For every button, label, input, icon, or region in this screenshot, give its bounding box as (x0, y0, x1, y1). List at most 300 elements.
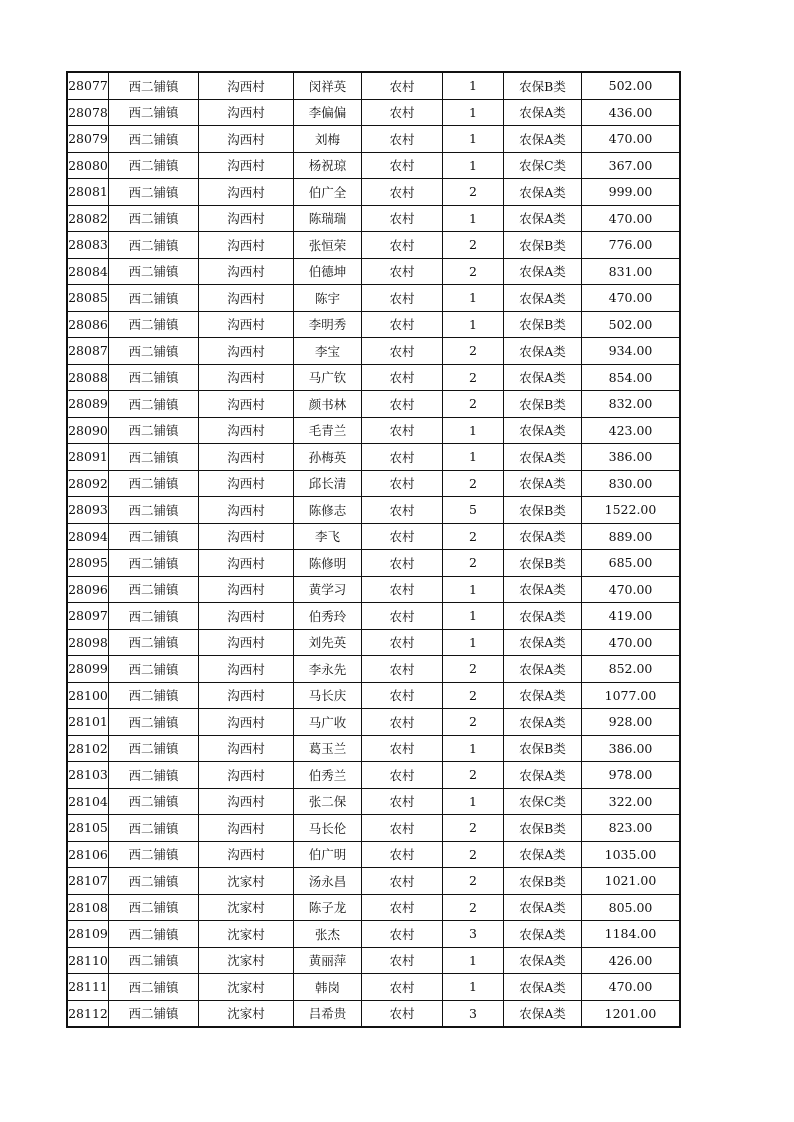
table-row (68, 947, 680, 974)
name-cell: 毛青兰 (294, 417, 362, 444)
town-cell: 西二铺镇 (109, 152, 199, 179)
village-cell: 沟西村 (199, 99, 294, 126)
household-type-cell: 农村 (362, 258, 443, 285)
record-id-cell: 28090 (68, 417, 109, 444)
table-row (68, 417, 680, 444)
village-cell: 沟西村 (199, 470, 294, 497)
record-id-cell: 28087 (68, 338, 109, 365)
table-row (68, 364, 680, 391)
insurance-category-cell: 农保B类 (504, 497, 582, 524)
household-type-cell: 农村 (362, 285, 443, 312)
village-cell: 沈家村 (199, 868, 294, 895)
insurance-category-cell: 农保B类 (504, 232, 582, 259)
name-cell: 李永先 (294, 656, 362, 683)
name-cell: 黄学习 (294, 576, 362, 603)
household-type-cell: 农村 (362, 576, 443, 603)
household-type-cell: 农村 (362, 894, 443, 921)
table-row (68, 682, 680, 709)
village-cell: 沟西村 (199, 73, 294, 100)
amount-cell: 830.00 (582, 470, 680, 497)
town-cell: 西二铺镇 (109, 285, 199, 312)
household-type-cell: 农村 (362, 974, 443, 1001)
insurance-category-cell: 农保A类 (504, 364, 582, 391)
insurance-category-cell: 农保A类 (504, 417, 582, 444)
record-id-cell: 28078 (68, 99, 109, 126)
town-cell: 西二铺镇 (109, 974, 199, 1001)
record-id-cell: 28105 (68, 815, 109, 842)
member-count-cell: 1 (443, 152, 504, 179)
amount-cell: 386.00 (582, 735, 680, 762)
household-type-cell: 农村 (362, 656, 443, 683)
insurance-category-cell: 农保B类 (504, 311, 582, 338)
amount-cell: 502.00 (582, 311, 680, 338)
record-id-cell: 28107 (68, 868, 109, 895)
table-row (68, 232, 680, 259)
town-cell: 西二铺镇 (109, 126, 199, 153)
village-cell: 沟西村 (199, 735, 294, 762)
household-type-cell: 农村 (362, 232, 443, 259)
household-type-cell: 农村 (362, 603, 443, 630)
record-id-cell: 28095 (68, 550, 109, 577)
name-cell: 韩岗 (294, 974, 362, 1001)
table-row (68, 523, 680, 550)
insurance-category-cell: 农保A类 (504, 682, 582, 709)
town-cell: 西二铺镇 (109, 576, 199, 603)
village-cell: 沟西村 (199, 576, 294, 603)
name-cell: 颜书林 (294, 391, 362, 418)
name-cell: 李明秀 (294, 311, 362, 338)
amount-cell: 470.00 (582, 974, 680, 1001)
table-row (68, 126, 680, 153)
table-row (68, 868, 680, 895)
table-row (68, 179, 680, 206)
table-row (68, 470, 680, 497)
amount-cell: 436.00 (582, 99, 680, 126)
name-cell: 陈子龙 (294, 894, 362, 921)
village-cell: 沟西村 (199, 682, 294, 709)
member-count-cell: 1 (443, 311, 504, 338)
town-cell: 西二铺镇 (109, 523, 199, 550)
record-id-cell: 28097 (68, 603, 109, 630)
household-type-cell: 农村 (362, 735, 443, 762)
record-id-cell: 28101 (68, 709, 109, 736)
member-count-cell: 1 (443, 417, 504, 444)
table-row (68, 815, 680, 842)
town-cell: 西二铺镇 (109, 99, 199, 126)
household-type-cell: 农村 (362, 841, 443, 868)
record-id-cell: 28110 (68, 947, 109, 974)
insurance-category-cell: 农保A类 (504, 338, 582, 365)
town-cell: 西二铺镇 (109, 391, 199, 418)
member-count-cell: 2 (443, 868, 504, 895)
member-count-cell: 1 (443, 576, 504, 603)
town-cell: 西二铺镇 (109, 205, 199, 232)
village-cell: 沟西村 (199, 523, 294, 550)
name-cell: 张杰 (294, 921, 362, 948)
name-cell: 汤永昌 (294, 868, 362, 895)
insurance-category-cell: 农保B类 (504, 735, 582, 762)
household-type-cell: 农村 (362, 444, 443, 471)
amount-cell: 426.00 (582, 947, 680, 974)
village-cell: 沟西村 (199, 126, 294, 153)
name-cell: 李宝 (294, 338, 362, 365)
household-type-cell: 农村 (362, 682, 443, 709)
village-cell: 沟西村 (199, 152, 294, 179)
household-type-cell: 农村 (362, 338, 443, 365)
insurance-category-cell: 农保A类 (504, 762, 582, 789)
member-count-cell: 3 (443, 921, 504, 948)
insurance-category-cell: 农保A类 (504, 523, 582, 550)
insurance-category-cell: 农保A类 (504, 894, 582, 921)
amount-cell: 685.00 (582, 550, 680, 577)
member-count-cell: 2 (443, 523, 504, 550)
household-type-cell: 农村 (362, 868, 443, 895)
insurance-category-cell: 农保A类 (504, 656, 582, 683)
name-cell: 陈修志 (294, 497, 362, 524)
town-cell: 西二铺镇 (109, 417, 199, 444)
record-id-cell: 28111 (68, 974, 109, 1001)
household-type-cell: 农村 (362, 762, 443, 789)
amount-cell: 999.00 (582, 179, 680, 206)
record-id-cell: 28081 (68, 179, 109, 206)
table-row (68, 1000, 680, 1027)
record-id-cell: 28094 (68, 523, 109, 550)
village-cell: 沟西村 (199, 417, 294, 444)
amount-cell: 1035.00 (582, 841, 680, 868)
household-type-cell: 农村 (362, 205, 443, 232)
record-id-cell: 28080 (68, 152, 109, 179)
household-type-cell: 农村 (362, 73, 443, 100)
table-row (68, 311, 680, 338)
village-cell: 沈家村 (199, 1000, 294, 1027)
table-row (68, 497, 680, 524)
table-row (68, 391, 680, 418)
insurance-category-cell: 农保A类 (504, 470, 582, 497)
member-count-cell: 1 (443, 603, 504, 630)
name-cell: 陈瑞瑞 (294, 205, 362, 232)
table-row (68, 444, 680, 471)
table-row (68, 603, 680, 630)
amount-cell: 831.00 (582, 258, 680, 285)
member-count-cell: 2 (443, 682, 504, 709)
amount-cell: 823.00 (582, 815, 680, 842)
village-cell: 沟西村 (199, 179, 294, 206)
member-count-cell: 1 (443, 73, 504, 100)
town-cell: 西二铺镇 (109, 338, 199, 365)
member-count-cell: 1 (443, 974, 504, 1001)
name-cell: 刘先英 (294, 629, 362, 656)
insurance-category-cell: 农保A类 (504, 126, 582, 153)
village-cell: 沟西村 (199, 205, 294, 232)
record-id-cell: 28093 (68, 497, 109, 524)
household-type-cell: 农村 (362, 311, 443, 338)
insurance-category-cell: 农保A类 (504, 603, 582, 630)
town-cell: 西二铺镇 (109, 258, 199, 285)
table-row (68, 576, 680, 603)
name-cell: 张二保 (294, 788, 362, 815)
name-cell: 张恒荣 (294, 232, 362, 259)
name-cell: 刘梅 (294, 126, 362, 153)
insurance-category-cell: 农保C类 (504, 788, 582, 815)
town-cell: 西二铺镇 (109, 682, 199, 709)
household-type-cell: 农村 (362, 788, 443, 815)
record-id-cell: 28082 (68, 205, 109, 232)
member-count-cell: 2 (443, 338, 504, 365)
insurance-category-cell: 农保A类 (504, 947, 582, 974)
name-cell: 伯秀兰 (294, 762, 362, 789)
household-type-cell: 农村 (362, 470, 443, 497)
member-count-cell: 2 (443, 391, 504, 418)
town-cell: 西二铺镇 (109, 894, 199, 921)
amount-cell: 776.00 (582, 232, 680, 259)
record-id-cell: 28109 (68, 921, 109, 948)
record-id-cell: 28098 (68, 629, 109, 656)
amount-cell: 934.00 (582, 338, 680, 365)
insurance-category-cell: 农保A类 (504, 444, 582, 471)
household-type-cell: 农村 (362, 364, 443, 391)
table-row (68, 921, 680, 948)
table-row (68, 285, 680, 312)
member-count-cell: 2 (443, 656, 504, 683)
village-cell: 沟西村 (199, 709, 294, 736)
town-cell: 西二铺镇 (109, 1000, 199, 1027)
household-type-cell: 农村 (362, 550, 443, 577)
insurance-category-cell: 农保B类 (504, 73, 582, 100)
village-cell: 沟西村 (199, 232, 294, 259)
member-count-cell: 1 (443, 126, 504, 153)
insurance-category-cell: 农保A类 (504, 629, 582, 656)
amount-cell: 1184.00 (582, 921, 680, 948)
town-cell: 西二铺镇 (109, 311, 199, 338)
member-count-cell: 2 (443, 841, 504, 868)
amount-cell: 978.00 (582, 762, 680, 789)
record-id-cell: 28108 (68, 894, 109, 921)
table-row (68, 550, 680, 577)
household-type-cell: 农村 (362, 497, 443, 524)
member-count-cell: 1 (443, 735, 504, 762)
village-cell: 沟西村 (199, 258, 294, 285)
town-cell: 西二铺镇 (109, 550, 199, 577)
household-type-cell: 农村 (362, 391, 443, 418)
town-cell: 西二铺镇 (109, 444, 199, 471)
amount-cell: 367.00 (582, 152, 680, 179)
amount-cell: 470.00 (582, 205, 680, 232)
name-cell: 伯广明 (294, 841, 362, 868)
village-cell: 沟西村 (199, 497, 294, 524)
amount-cell: 470.00 (582, 629, 680, 656)
insurance-category-cell: 农保A类 (504, 285, 582, 312)
village-cell: 沟西村 (199, 550, 294, 577)
member-count-cell: 1 (443, 99, 504, 126)
town-cell: 西二铺镇 (109, 841, 199, 868)
village-cell: 沟西村 (199, 656, 294, 683)
name-cell: 陈宇 (294, 285, 362, 312)
household-type-cell: 农村 (362, 99, 443, 126)
record-id-cell: 28092 (68, 470, 109, 497)
village-cell: 沟西村 (199, 815, 294, 842)
amount-cell: 470.00 (582, 126, 680, 153)
insurance-category-cell: 农保A类 (504, 709, 582, 736)
member-count-cell: 1 (443, 629, 504, 656)
member-count-cell: 1 (443, 444, 504, 471)
record-id-cell: 28103 (68, 762, 109, 789)
table-row (68, 205, 680, 232)
town-cell: 西二铺镇 (109, 232, 199, 259)
table-row (68, 73, 680, 100)
table-row (68, 894, 680, 921)
insurance-category-cell: 农保A类 (504, 1000, 582, 1027)
name-cell: 伯秀玲 (294, 603, 362, 630)
name-cell: 吕希贵 (294, 1000, 362, 1027)
town-cell: 西二铺镇 (109, 73, 199, 100)
member-count-cell: 2 (443, 470, 504, 497)
household-type-cell: 农村 (362, 815, 443, 842)
amount-cell: 1522.00 (582, 497, 680, 524)
town-cell: 西二铺镇 (109, 709, 199, 736)
member-count-cell: 2 (443, 179, 504, 206)
town-cell: 西二铺镇 (109, 735, 199, 762)
household-type-cell: 农村 (362, 709, 443, 736)
village-cell: 沟西村 (199, 444, 294, 471)
household-type-cell: 农村 (362, 523, 443, 550)
amount-cell: 502.00 (582, 73, 680, 100)
name-cell: 李飞 (294, 523, 362, 550)
record-id-cell: 28100 (68, 682, 109, 709)
record-id-cell: 28084 (68, 258, 109, 285)
table-row (68, 629, 680, 656)
amount-cell: 1077.00 (582, 682, 680, 709)
insurance-category-cell: 农保B类 (504, 550, 582, 577)
amount-cell: 386.00 (582, 444, 680, 471)
town-cell: 西二铺镇 (109, 656, 199, 683)
member-count-cell: 2 (443, 232, 504, 259)
town-cell: 西二铺镇 (109, 364, 199, 391)
village-cell: 沟西村 (199, 788, 294, 815)
village-cell: 沟西村 (199, 762, 294, 789)
insurance-category-cell: 农保A类 (504, 179, 582, 206)
amount-cell: 419.00 (582, 603, 680, 630)
amount-cell: 805.00 (582, 894, 680, 921)
name-cell: 孙梅英 (294, 444, 362, 471)
member-count-cell: 3 (443, 1000, 504, 1027)
table-row (68, 152, 680, 179)
amount-cell: 470.00 (582, 576, 680, 603)
record-id-cell: 28089 (68, 391, 109, 418)
amount-cell: 423.00 (582, 417, 680, 444)
household-type-cell: 农村 (362, 629, 443, 656)
member-count-cell: 2 (443, 364, 504, 391)
table-body (68, 73, 680, 1027)
insurance-category-cell: 农保A类 (504, 921, 582, 948)
village-cell: 沈家村 (199, 921, 294, 948)
table-row (68, 709, 680, 736)
table-row (68, 974, 680, 1001)
amount-cell: 322.00 (582, 788, 680, 815)
household-type-cell: 农村 (362, 947, 443, 974)
town-cell: 西二铺镇 (109, 921, 199, 948)
name-cell: 陈修明 (294, 550, 362, 577)
household-type-cell: 农村 (362, 126, 443, 153)
amount-cell: 1021.00 (582, 868, 680, 895)
village-cell: 沟西村 (199, 391, 294, 418)
town-cell: 西二铺镇 (109, 947, 199, 974)
insurance-category-cell: 农保C类 (504, 152, 582, 179)
member-count-cell: 2 (443, 258, 504, 285)
name-cell: 葛玉兰 (294, 735, 362, 762)
name-cell: 马长庆 (294, 682, 362, 709)
insurance-category-cell: 农保B类 (504, 815, 582, 842)
village-cell: 沈家村 (199, 947, 294, 974)
records-table (67, 72, 680, 1027)
record-id-cell: 28104 (68, 788, 109, 815)
household-type-cell: 农村 (362, 921, 443, 948)
name-cell: 邱长清 (294, 470, 362, 497)
name-cell: 李偏偏 (294, 99, 362, 126)
record-id-cell: 28099 (68, 656, 109, 683)
member-count-cell: 2 (443, 709, 504, 736)
record-id-cell: 28088 (68, 364, 109, 391)
town-cell: 西二铺镇 (109, 179, 199, 206)
record-id-cell: 28079 (68, 126, 109, 153)
village-cell: 沟西村 (199, 603, 294, 630)
amount-cell: 889.00 (582, 523, 680, 550)
table-row (68, 656, 680, 683)
record-id-cell: 28083 (68, 232, 109, 259)
name-cell: 黄丽萍 (294, 947, 362, 974)
town-cell: 西二铺镇 (109, 629, 199, 656)
member-count-cell: 2 (443, 550, 504, 577)
household-type-cell: 农村 (362, 179, 443, 206)
village-cell: 沟西村 (199, 629, 294, 656)
insurance-category-cell: 农保A类 (504, 99, 582, 126)
member-count-cell: 5 (443, 497, 504, 524)
town-cell: 西二铺镇 (109, 497, 199, 524)
record-id-cell: 28077 (68, 73, 109, 100)
insurance-category-cell: 农保A类 (504, 974, 582, 1001)
member-count-cell: 2 (443, 815, 504, 842)
record-id-cell: 28102 (68, 735, 109, 762)
record-id-cell: 28112 (68, 1000, 109, 1027)
table-row (68, 788, 680, 815)
village-cell: 沈家村 (199, 894, 294, 921)
town-cell: 西二铺镇 (109, 762, 199, 789)
member-count-cell: 1 (443, 285, 504, 312)
table-row (68, 258, 680, 285)
household-type-cell: 农村 (362, 417, 443, 444)
village-cell: 沈家村 (199, 974, 294, 1001)
amount-cell: 470.00 (582, 285, 680, 312)
name-cell: 马广钦 (294, 364, 362, 391)
name-cell: 马长伦 (294, 815, 362, 842)
amount-cell: 832.00 (582, 391, 680, 418)
record-id-cell: 28085 (68, 285, 109, 312)
table-row (68, 762, 680, 789)
amount-cell: 854.00 (582, 364, 680, 391)
household-type-cell: 农村 (362, 1000, 443, 1027)
town-cell: 西二铺镇 (109, 815, 199, 842)
name-cell: 杨祝琼 (294, 152, 362, 179)
table-row (68, 841, 680, 868)
insurance-category-cell: 农保B类 (504, 391, 582, 418)
table-row (68, 99, 680, 126)
town-cell: 西二铺镇 (109, 788, 199, 815)
insurance-category-cell: 农保A类 (504, 576, 582, 603)
name-cell: 伯广全 (294, 179, 362, 206)
name-cell: 马广收 (294, 709, 362, 736)
member-count-cell: 2 (443, 894, 504, 921)
record-id-cell: 28091 (68, 444, 109, 471)
record-id-cell: 28096 (68, 576, 109, 603)
